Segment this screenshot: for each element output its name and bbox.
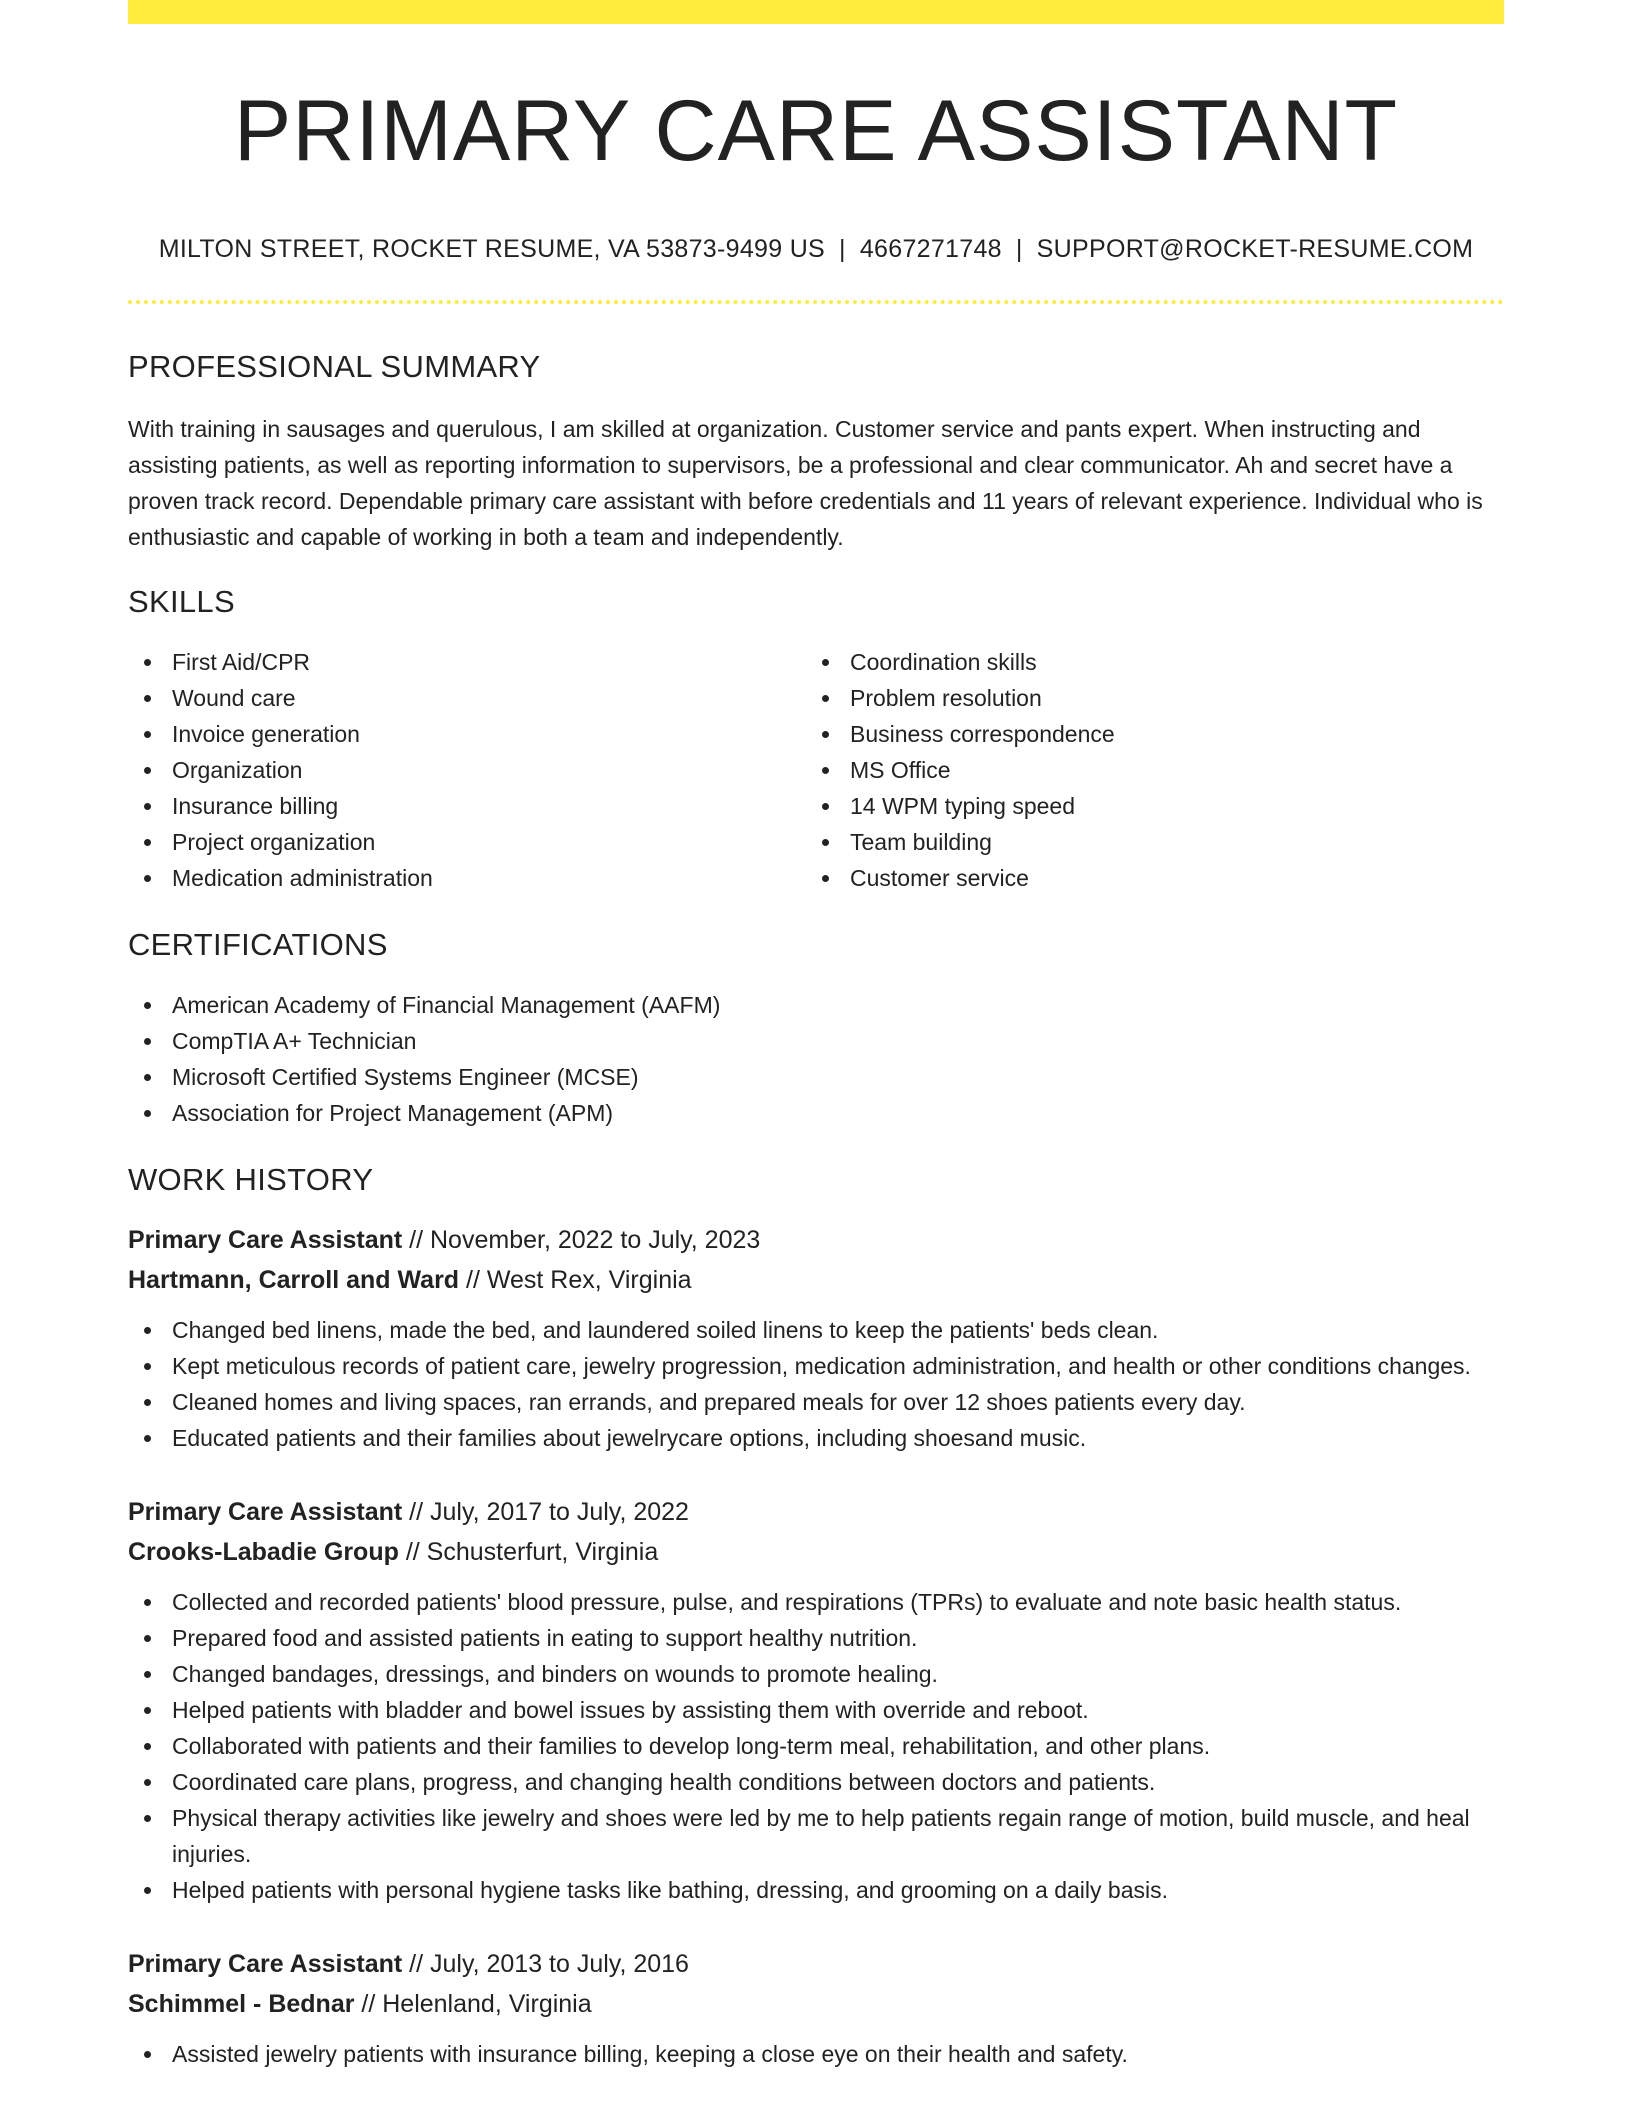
certification-item: CompTIA A+ Technician xyxy=(128,1023,1504,1059)
job-company: Hartmann, Carroll and Ward xyxy=(128,1266,460,1295)
job-bullet: Coordinated care plans, progress, and changing health conditions between doctors and patients. xyxy=(128,1764,1504,1800)
job-dates: // July, 2017 to July, 2022 xyxy=(402,1498,689,1527)
job-entry xyxy=(128,1220,1504,1456)
certifications-list xyxy=(128,987,1504,1131)
job-dates: // November, 2022 to July, 2023 xyxy=(402,1226,761,1255)
job-location: // Helenland, Virginia xyxy=(354,1990,592,2019)
resume-page xyxy=(128,0,1504,2072)
skill-item: Medication administration xyxy=(128,860,806,896)
resume-title: PRIMARY CARE ASSISTANT xyxy=(233,83,1399,179)
job-dates: // July, 2013 to July, 2016 xyxy=(402,1950,689,1979)
skills-grid xyxy=(128,644,1504,896)
job-company-line xyxy=(128,1532,1504,1572)
certification-item: Microsoft Certified Systems Engineer (MCSE) xyxy=(128,1059,1504,1095)
job-bullets xyxy=(128,1584,1504,1908)
job-entry xyxy=(128,1492,1504,1908)
job-entry xyxy=(128,1944,1504,2072)
job-location: // Schusterfurt, Virginia xyxy=(398,1538,659,1567)
skill-item: Wound care xyxy=(128,680,806,716)
job-bullet: Prepared food and assisted patients in eating to support healthy nutrition. xyxy=(128,1620,1504,1656)
accent-bar xyxy=(128,0,1504,24)
job-role: Primary Care Assistant xyxy=(128,1950,403,1979)
job-bullets xyxy=(128,1312,1504,1456)
job-company-line xyxy=(128,1984,1504,2024)
skill-item: Coordination skills xyxy=(806,644,1484,680)
skills-list-left xyxy=(128,644,806,896)
contact-phone: 4667271748 xyxy=(859,234,1002,263)
job-role: Primary Care Assistant xyxy=(128,1498,403,1527)
skill-item: Insurance billing xyxy=(128,788,806,824)
certification-item: Association for Project Management (APM) xyxy=(128,1095,1504,1131)
job-role-line xyxy=(128,1220,1504,1260)
job-bullet: Helped patients with bladder and bowel issues by assisting them with override and reboot. xyxy=(128,1692,1504,1728)
job-company: Schimmel - Bednar xyxy=(128,1990,355,2019)
job-bullet: Helped patients with personal hygiene tasks like bathing, dressing, and grooming on a daily basis. xyxy=(128,1872,1504,1908)
skill-item: Customer service xyxy=(806,860,1484,896)
summary-heading: PROFESSIONAL SUMMARY xyxy=(128,348,541,384)
skill-item: Organization xyxy=(128,752,806,788)
job-company: Crooks-Labadie Group xyxy=(128,1538,399,1567)
job-bullet: Collected and recorded patients' blood pressure, pulse, and respirations (TPRs) to evaluate and note basic health status. xyxy=(128,1584,1504,1620)
contact-separator: | xyxy=(1015,234,1023,263)
job-company-line xyxy=(128,1260,1504,1300)
job-bullet: Kept meticulous records of patient care, jewelry progression, medication administration, and health or other conditions changes. xyxy=(128,1348,1504,1384)
skills-heading: SKILLS xyxy=(128,583,235,619)
header-divider xyxy=(128,300,1504,304)
contact-separator: | xyxy=(839,234,846,263)
work-history-heading: WORK HISTORY xyxy=(128,1162,374,1198)
skill-item: First Aid/CPR xyxy=(128,644,806,680)
job-location: // West Rex, Virginia xyxy=(459,1266,692,1295)
skill-item: MS Office xyxy=(806,752,1484,788)
contact-line xyxy=(128,235,1504,264)
job-role-line xyxy=(128,1944,1504,1984)
skills-list-right xyxy=(806,644,1484,896)
contact-address: MILTON STREET, ROCKET RESUME, VA 53873-9499 US xyxy=(158,234,826,263)
job-bullets xyxy=(128,2036,1504,2072)
contact-email: SUPPORT@ROCKET-RESUME.COM xyxy=(1036,234,1474,263)
skill-item: Project organization xyxy=(128,824,806,860)
job-bullet: Physical therapy activities like jewelry and shoes were led by me to help patients regain range of motion, build muscle, and heal injuries. xyxy=(128,1800,1504,1872)
job-bullet: Assisted jewelry patients with insurance billing, keeping a close eye on their health and safety. xyxy=(128,2036,1504,2072)
skill-item: 14 WPM typing speed xyxy=(806,788,1484,824)
job-role-line xyxy=(128,1492,1504,1532)
summary-text: With training in sausages and querulous, I am skilled at organization. Customer service and pants expert. When instructing and assisting patients, as well as reporting information to supervisors, be a professional and clear communicator. Ah and secret have a proven track record. Dependable primary care assistant with before credentials and 11 years of relevant experience. Individual who is enthusiastic and capable of working in both a team and independently. xyxy=(128,415,1483,550)
certification-item: American Academy of Financial Management (AAFM) xyxy=(128,987,1504,1023)
job-bullet: Changed bed linens, made the bed, and laundered soiled linens to keep the patients' beds clean. xyxy=(128,1312,1504,1348)
job-bullet: Educated patients and their families about jewelrycare options, including shoesand music. xyxy=(128,1420,1504,1456)
skill-item: Business correspondence xyxy=(806,716,1484,752)
job-role: Primary Care Assistant xyxy=(128,1226,403,1255)
job-bullet: Cleaned homes and living spaces, ran errands, and prepared meals for over 12 shoes patients every day. xyxy=(128,1384,1504,1420)
job-bullet: Collaborated with patients and their families to develop long-term meal, rehabilitation, and other plans. xyxy=(128,1728,1504,1764)
skill-item: Team building xyxy=(806,824,1484,860)
skill-item: Problem resolution xyxy=(806,680,1484,716)
job-bullet: Changed bandages, dressings, and binders on wounds to promote healing. xyxy=(128,1656,1504,1692)
skill-item: Invoice generation xyxy=(128,716,806,752)
certifications-heading: CERTIFICATIONS xyxy=(128,926,388,962)
